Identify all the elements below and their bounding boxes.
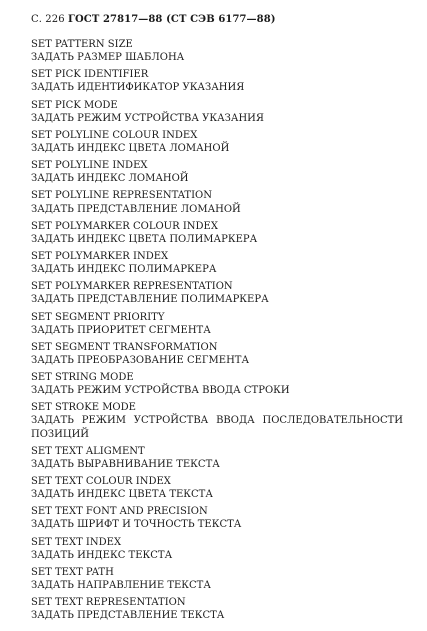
term-english: SET POLYLINE COLOUR INDEX (31, 129, 198, 141)
term-entry (31, 371, 403, 397)
term-entry (31, 401, 403, 440)
term-russian: ЗАДАТЬ НАПРАВЛЕНИЕ ТЕКСТА (31, 579, 211, 591)
term-russian: ЗАДАТЬ ИДЕНТИФИКАТОР УКАЗАНИЯ (31, 82, 245, 94)
term-english: SET PICK IDENTIFIER (31, 69, 149, 81)
term-russian: ЗАДАТЬ ИНДЕКС ТЕКСТА (31, 549, 173, 561)
term-russian: ЗАДАТЬ ИНДЕКС ЦВЕТА ТЕКСТА (31, 489, 213, 501)
term-english: SET TEXT COLOUR INDEX (31, 476, 171, 488)
term-entry (31, 311, 403, 337)
term-english: SET POLYMARKER REPRESENTATION (31, 281, 233, 293)
term-entry (31, 341, 403, 367)
term-russian: ЗАДАТЬ ПРЕДСТАВЛЕНИЕ ПОЛИМАРКЕРА (31, 294, 269, 306)
term-russian: ЗАДАТЬ ПРЕДСТАВЛЕНИЕ ЛОМАНОЙ (31, 203, 241, 215)
term-entry (31, 68, 403, 94)
term-english: SET POLYMARKER INDEX (31, 250, 169, 262)
term-english: SET POLYLINE REPRESENTATION (31, 190, 213, 202)
term-russian: ЗАДАТЬ РЕЖИМ УСТРОЙСТВА ВВОДА СТРОКИ (31, 385, 290, 397)
term-russian: ЗАДАТЬ РЕЖИМ УСТРОЙСТВА ВВОДА ПОСЛЕДОВАТЕЛЬНОСТИ ПОЗИЦИЙ (31, 415, 403, 440)
term-russian: ЗАДАТЬ ШРИФТ И ТОЧНОСТЬ ТЕКСТА (31, 519, 242, 531)
page-number: С. 226 (31, 14, 65, 25)
term-english: SET TEXT FONT AND PRECISION (31, 506, 208, 518)
term-english: SET POLYMARKER COLOUR INDEX (31, 220, 218, 232)
term-russian: ЗАДАТЬ РЕЖИМ УСТРОЙСТВА УКАЗАНИЯ (31, 112, 264, 124)
term-english: SET TEXT ALIGMENT (31, 445, 145, 457)
term-entry (31, 99, 403, 125)
term-entry (31, 536, 403, 562)
term-english: SET TEXT INDEX (31, 536, 122, 548)
term-entry (31, 129, 403, 155)
term-russian: ЗАДАТЬ РАЗМЕР ШАБЛОНА (31, 52, 185, 64)
term-english: SET PICK MODE (31, 99, 118, 111)
term-entry (31, 189, 403, 215)
term-entry (31, 445, 403, 471)
term-english: SET STROKE MODE (31, 402, 136, 414)
term-russian: ЗАДАТЬ ИНДЕКС ПОЛИМАРКЕРА (31, 264, 217, 276)
term-entry (31, 505, 403, 531)
term-russian: ЗАДАТЬ ПРИОРИТЕТ СЕГМЕНТА (31, 324, 211, 336)
term-entry (31, 566, 403, 592)
term-entry (31, 596, 403, 622)
term-english: SET STRING MODE (31, 372, 134, 384)
term-english: SET TEXT PATH (31, 566, 114, 578)
term-russian: ЗАДАТЬ ВЫРАВНИВАНИЕ ТЕКСТА (31, 458, 220, 470)
term-entry (31, 38, 403, 64)
term-russian: ЗАДАТЬ ПРЕДСТАВЛЕНИЕ ТЕКСТА (31, 610, 225, 622)
term-entry (31, 475, 403, 501)
page-header (31, 14, 276, 25)
term-english: SET TEXT REPRESENTATION (31, 597, 186, 609)
term-english: SET PATTERN SIZE (31, 39, 133, 50)
term-list (31, 38, 403, 626)
standard-title: ГОСТ 27817—88 (СТ СЭВ 6177—88) (67, 14, 276, 25)
term-russian: ЗАДАТЬ ИНДЕКС ЦВЕТА ПОЛИМАРКЕРА (31, 233, 258, 245)
term-russian: ЗАДАТЬ ИНДЕКС ЛОМАНОЙ (31, 173, 189, 185)
term-russian: ЗАДАТЬ ИНДЕКС ЦВЕТА ЛОМАНОЙ (31, 142, 230, 154)
term-entry (31, 220, 403, 246)
term-english: SET SEGMENT TRANSFORMATION (31, 341, 218, 353)
term-russian: ЗАДАТЬ ПРЕОБРАЗОВАНИЕ СЕГМЕНТА (31, 354, 250, 366)
term-english: SET POLYLINE INDEX (31, 160, 148, 172)
term-entry (31, 280, 403, 306)
term-english: SET SEGMENT PRIORITY (31, 311, 165, 323)
term-entry (31, 250, 403, 276)
term-entry (31, 159, 403, 185)
